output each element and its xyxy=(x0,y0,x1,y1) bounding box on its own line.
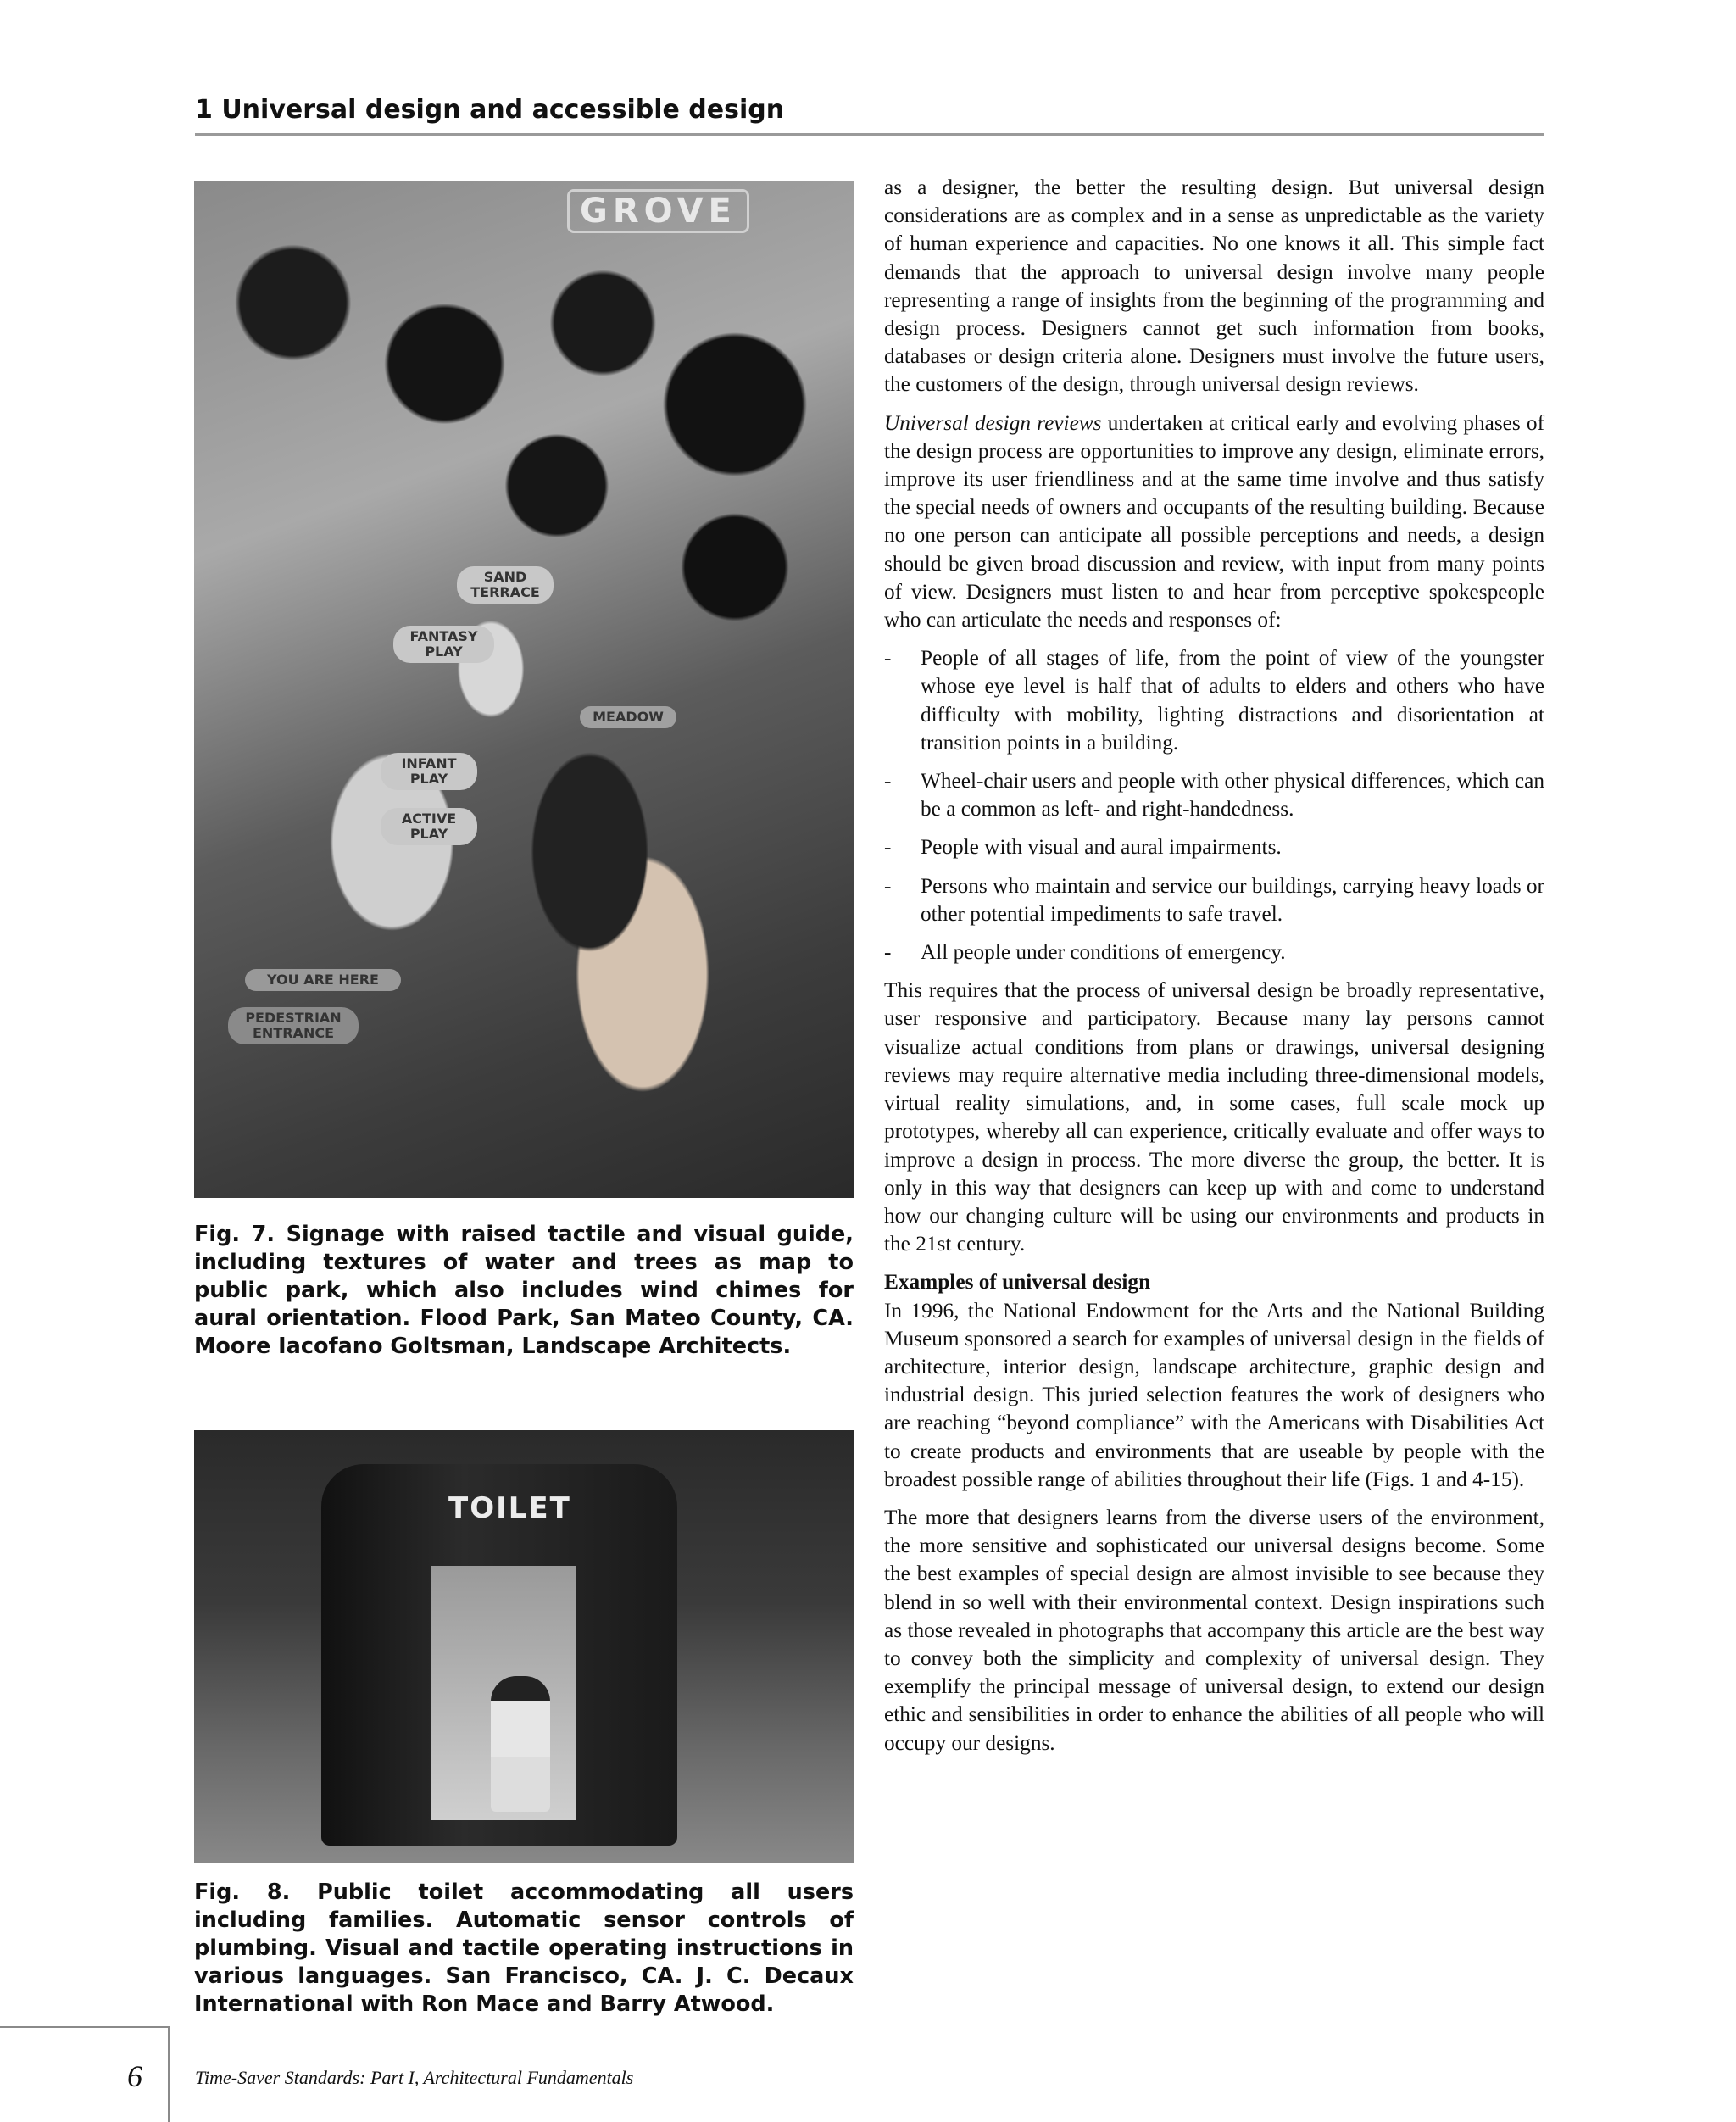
toilet-kiosk xyxy=(321,1464,677,1846)
paragraph-text: undertaken at critical early and evolving phases of the design process are opportunities to improve any design, eliminate errors, improve its user friendliness and at the same time involve and thus satisfy the special needs of owners and occupants of the resulting building. Because no one person can anticipate all possible perceptions and needs, a design should be given broad discussion and review, with input from many points of view. Designers must listen to and hear from perceptive spokespeople who can articulate the needs and responses of: xyxy=(884,410,1545,632)
paragraph: This requires that the process of universal design be broadly representative, user responsive and participatory. Because many lay persons cannot visualize actual conditions from plans or drawings, universal designing reviews may require alternative media including three-dimensional models, virtual reality simulations, and, in some cases, full scale mock up prototypes, whereby all can experience, critically evaluate and offer ways to improve a design in process. The more diverse the group, the better. It is only in this way that designers can keep up with and come to understand how our changing culture will be using our environments and products in the 21st century. xyxy=(884,978,1544,1256)
figure-7-photo xyxy=(194,181,854,1198)
figure-7-caption: Fig. 7. Signage with raised tactile and visual guide, including textures of water and trees as map to public park, which also includes wind chimes for aural orientation. Flood Park, San Mateo County, CA. Moore Iacofano Goltsman, Landscape Architects. xyxy=(194,1222,854,1359)
section-subheading: Examples of universal design xyxy=(884,1270,1151,1295)
figure-8-caption: Fig. 8. Public toilet accommodating all users including families. Automatic sensor controls of plumbing. Visual and tactile operating instructions in various languages. San Francisco, CA. J. C. Decaux International with Ron Mace and Barry Atwood. xyxy=(194,1880,854,2017)
list-item: - People with visual and aural impairments. xyxy=(884,833,1544,861)
sign-label-you-are-here: YOU ARE HERE xyxy=(245,969,401,991)
sign-label-meadow: MEADOW xyxy=(580,706,676,728)
toilet-sign: TOILET xyxy=(448,1491,571,1525)
sign-label-active-play: ACTIVE PLAY xyxy=(381,808,477,845)
footer-rule-vertical xyxy=(168,2026,170,2122)
paragraph: In 1996, the National Endowment for the Arts and the National Building Museum sponsored a search for examples of universal design in the fields of architecture, interior design, landscape architecture, graphic design and industrial design. This juried selection features the work of designers who are reaching “beyond compliance” with the Americans with Disabilities Act to create products and environments that are useable by people with the broadest possible range of abilities throughout their life (Figs. 1 and 4-15). xyxy=(884,1298,1544,1491)
paragraph: The more that designers learns from the diverse users of the environment, the more sensitive and sophisticated our universal designs become. Some the best examples of special design are almost invisible to see because they blend in so well with their environmental context. Design inspirations such as those revealed in photographs that accompany this article are the best way to convey both the simplicity and complexity of universal design. They exemplify the principal message of universal design, to extend our design ethic and sensibilities in order to enhance the abilities of all people who will occupy our designs. xyxy=(884,1505,1544,1755)
list-item: - Wheel-chair users and people with other physical differences, which can be a common as left- and right-handedness. xyxy=(884,767,1544,823)
paragraph xyxy=(884,409,1544,635)
stakeholder-list xyxy=(884,644,1544,966)
sign-label-fantasy-play: FANTASY PLAY xyxy=(393,626,494,663)
paragraph: as a designer, the better the resulting design. But universal design considerations are as complex and in a sense as unpredictable as the variety of human experience and capacities. No one knows it all. This simple fact demands that the approach to universal design involve many people representing a range of insights from the beginning of the programming and design process. Designers cannot get such information from books, databases or design criteria alone. Designers must involve the future users, the customers of the design, through universal design reviews. xyxy=(884,175,1544,397)
body-text-column xyxy=(884,174,1544,1768)
sign-label-infant-play: INFANT PLAY xyxy=(381,753,477,790)
sign-label-sand-terrace: SAND TERRACE xyxy=(457,566,554,604)
emphasis: Universal design reviews xyxy=(884,410,1102,435)
sign-label-grove: GROVE xyxy=(567,189,749,233)
wheelchair-user xyxy=(491,1676,550,1812)
list-item: - People of all stages of life, from the point of view of the youngster whose eye level is half that of adults to elders and others who have difficulty with mobility, lighting distractions and disorientation at transition points in a building. xyxy=(884,644,1544,757)
figure-8-photo xyxy=(194,1430,854,1863)
footer-title: Time-Saver Standards: Part I, Architectural Fundamentals xyxy=(195,2067,634,2088)
footer-rule-horizontal xyxy=(0,2026,168,2028)
running-header: 1 Universal design and accessible design xyxy=(195,95,1544,136)
list-item: - Persons who maintain and service our buildings, carrying heavy loads or other potential impediments to safe travel. xyxy=(884,872,1544,928)
sign-label-pedestrian-entrance: PEDESTRIAN ENTRANCE xyxy=(228,1007,359,1044)
page-number: 6 xyxy=(127,2059,142,2093)
list-item: - All people under conditions of emergency. xyxy=(884,938,1544,966)
